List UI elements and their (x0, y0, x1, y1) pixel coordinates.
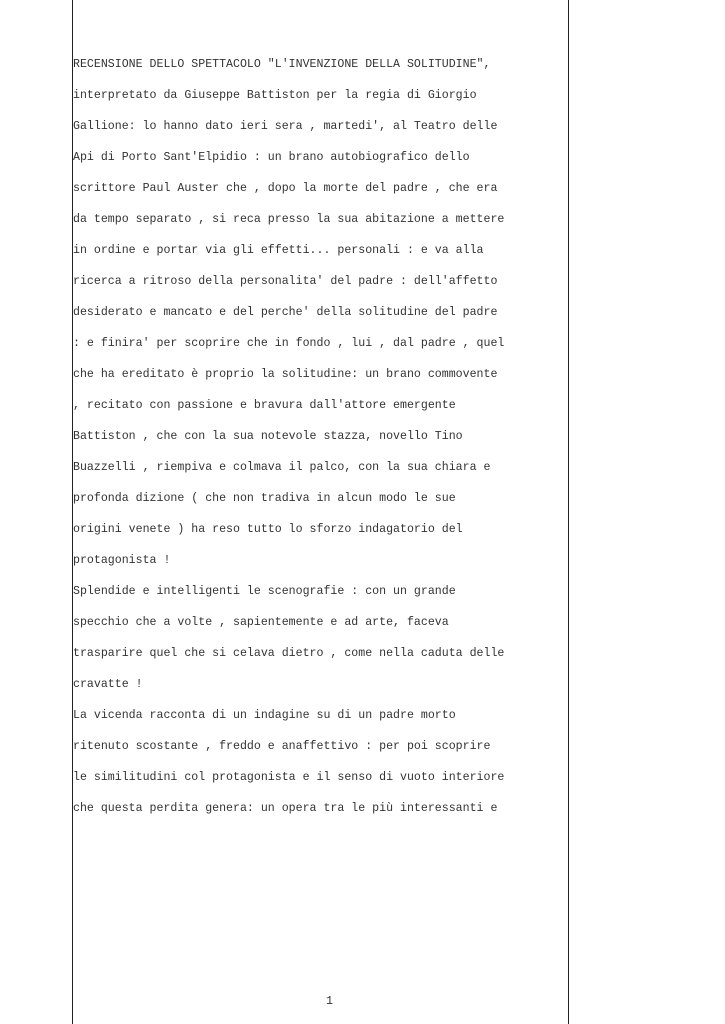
document-page (72, 0, 569, 1024)
document-body (73, 53, 570, 828)
text-line: , recitato con passione e bravura dall'attore emergente (73, 399, 456, 412)
text-line: La vicenda racconta di un indagine su di un padre morto (73, 709, 456, 722)
text-line: che questa perdita genera: un opera tra le più interessanti e (73, 802, 498, 815)
text-line: origini venete ) ha reso tutto lo sforzo indagatorio del (73, 523, 463, 536)
text-line: cravatte ! (73, 678, 143, 691)
text-line: interpretato da Giuseppe Battiston per la regia di Giorgio (73, 89, 477, 102)
text-line: da tempo separato , si reca presso la sua abitazione a mettere (73, 213, 505, 226)
text-line: Buazzelli , riempiva e colmava il palco, con la sua chiara e (73, 461, 491, 474)
text-line: ritenuto scostante , freddo e anaffettivo : per poi scoprire (73, 740, 491, 753)
text-line: trasparire quel che si celava dietro , come nella caduta delle (73, 647, 505, 660)
text-line: : e finira' per scoprire che in fondo , lui , dal padre , quel (73, 337, 505, 350)
text-line: RECENSIONE DELLO SPETTACOLO "L'INVENZIONE DELLA SOLITUDINE", (73, 58, 491, 71)
text-line: specchio che a volte , sapientemente e ad arte, faceva (73, 616, 449, 629)
text-line: profonda dizione ( che non tradiva in alcun modo le sue (73, 492, 456, 505)
text-line: Api di Porto Sant'Elpidio : un brano autobiografico dello (73, 151, 470, 164)
text-line: desiderato e mancato e del perche' della solitudine del padre (73, 306, 498, 319)
text-line: scrittore Paul Auster che , dopo la morte del padre , che era (73, 182, 498, 195)
text-line: ricerca a ritroso della personalita' del padre : dell'affetto (73, 275, 498, 288)
text-line: le similitudini col protagonista e il senso di vuoto interiore (73, 771, 505, 784)
text-line: in ordine e portar via gli effetti... personali : e va alla (73, 244, 484, 257)
page-number: 1 (326, 995, 333, 1008)
text-line: Gallione: lo hanno dato ieri sera , martedi', al Teatro delle (73, 120, 498, 133)
text-line: protagonista ! (73, 554, 171, 567)
text-line: che ha ereditato è proprio la solitudine: un brano commovente (73, 368, 498, 381)
text-line: Battiston , che con la sua notevole stazza, novello Tino (73, 430, 463, 443)
text-line: Splendide e intelligenti le scenografie : con un grande (73, 585, 456, 598)
